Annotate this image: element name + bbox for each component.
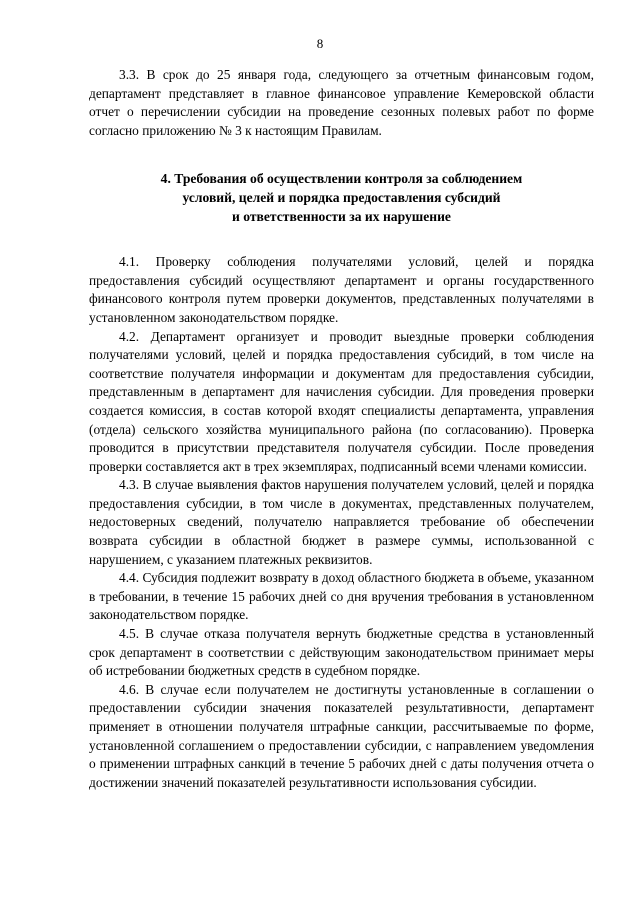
section-heading: [89, 170, 594, 226]
document-body: [89, 66, 594, 792]
paragraph-4-6: 4.6. В случае если получателем не достигнуты установленные в соглашении о предоставлении субсидии значения показателей результативности, департамент применяет в отношении получателя штрафные санкции, рассчитываемые по форме, установленной соглашением о предоставлении субсидии, с направлением уведомления о применении штрафных санкций в течение 5 рабочих дней с даты получения отчета о достижении значений показателей результативности использования субсидии.: [89, 681, 594, 790]
section-heading-line-3: и ответственности за их нарушение: [232, 208, 451, 224]
paragraph-4-2: 4.2. Департамент организует и проводит выездные проверки соблюдения получателями условий, целей и порядка предоставления субсидий, в том числе на соответствие получателя информации и документам для предоставления субсидии, представленным в департамент для начисления субсидии. Для проведения проверки создается комиссия, в состав которой входят специалисты департамента, управления (отдела) сельского хозяйства муниципального района (по согласованию). Проверка проводится в присутствии представителя получателя субсидии. После проведения проверки составляется акт в трех экземплярах, подписанный всеми членами комиссии.: [89, 328, 594, 474]
section-heading-line-1: 4. Требования об осуществлении контроля за соблюдением: [160, 171, 523, 187]
paragraph-4-3: 4.3. В случае выявления фактов нарушения получателем условий, целей и порядка предоставления субсидии, в том числе в документах, представленных получателем, недостоверных сведений, получателю направляется требование об обеспечении возврата субсидии в областной бюджет в размере суммы, использованной с нарушением, с указанием платежных реквизитов.: [89, 477, 594, 567]
paragraph-4-4: 4.4. Субсидия подлежит возврату в доход областного бюджета в объеме, указанном в требовании, в течение 15 рабочих дней со дня вручения требования в установленном законодательством порядке.: [89, 570, 594, 623]
section-heading-line-2: условий, целей и порядка предоставления субсидий: [182, 189, 501, 205]
paragraph-4-1: 4.1. Проверку соблюдения получателями условий, целей и порядка предоставления субсидий осуществляют департамент и органы государственного финансового контроля путем проверки документов, представленных получателями в установленном законодательством порядке.: [89, 254, 594, 325]
page-number: 8: [316, 36, 324, 51]
paragraph-3-3: 3.3. В срок до 25 января года, следующего за отчетным финансовым годом, департамент представляет в главное финансовое управление Кемеровской области отчет о перечислении субсидии на проведение сезонных полевых работ по форме согласно приложению № 3 к настоящим Правилам.: [89, 67, 594, 138]
paragraph-4-5: 4.5. В случае отказа получателя вернуть бюджетные средства в установленный срок департамент в соответствии с действующим законодательством принимает меры об истребовании бюджетных средств в судебном порядке.: [89, 626, 594, 679]
